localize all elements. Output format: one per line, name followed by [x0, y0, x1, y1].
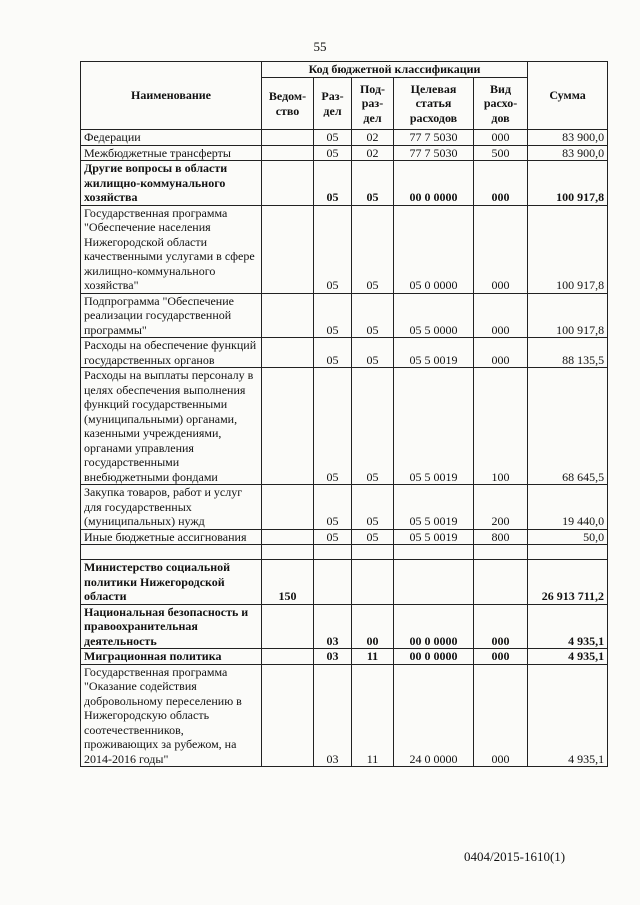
row-sum-cell: 50,0 — [528, 529, 608, 545]
row-razdel-cell — [314, 560, 352, 605]
row-vid-cell: 000 — [474, 293, 528, 338]
header-vid: Вид расхо-дов — [474, 78, 528, 130]
row-razdel-cell: 03 — [314, 649, 352, 665]
row-vedomstvo-cell — [262, 604, 314, 649]
row-podrazdel-cell: 05 — [352, 338, 394, 368]
table-row — [81, 205, 608, 293]
row-sum-cell: 4 935,1 — [528, 649, 608, 665]
row-vedomstvo-cell — [262, 130, 314, 146]
row-podrazdel-cell: 00 — [352, 604, 394, 649]
row-vedomstvo-cell — [262, 368, 314, 485]
row-podrazdel-cell: 02 — [352, 145, 394, 161]
header-name: Наименование — [81, 62, 262, 130]
row-name-cell: Национальная безопасность и правоохранительная деятельность — [81, 604, 262, 649]
row-name-cell: Подпрограмма "Обеспечение реализации государственной программы" — [81, 293, 262, 338]
row-vid-cell — [474, 545, 528, 560]
row-razdel-cell: 03 — [314, 604, 352, 649]
row-sum-cell — [528, 545, 608, 560]
row-target-cell: 77 7 5030 — [394, 145, 474, 161]
row-vid-cell: 000 — [474, 664, 528, 767]
row-vedomstvo-cell — [262, 485, 314, 530]
row-razdel-cell: 05 — [314, 338, 352, 368]
row-vedomstvo-cell — [262, 205, 314, 293]
row-vid-cell: 500 — [474, 145, 528, 161]
row-vedomstvo-cell — [262, 293, 314, 338]
row-vedomstvo-cell — [262, 145, 314, 161]
row-name-cell: Федерации — [81, 130, 262, 146]
table-row — [81, 529, 608, 545]
row-name-cell: Закупка товаров, работ и услуг для государственных (муниципальных) нужд — [81, 485, 262, 530]
row-name-cell: Государственная программа "Обеспечение населения Нижегородской области качественными услугами в сфере жилищно-коммунального хозяйства" — [81, 205, 262, 293]
row-name-cell — [81, 545, 262, 560]
row-sum-cell: 4 935,1 — [528, 664, 608, 767]
row-vid-cell: 000 — [474, 130, 528, 146]
row-vedomstvo-cell — [262, 545, 314, 560]
header-code-group: Код бюджетной классификации — [262, 62, 528, 78]
row-target-cell: 05 5 0000 — [394, 293, 474, 338]
row-podrazdel-cell: 05 — [352, 368, 394, 485]
row-vid-cell: 800 — [474, 529, 528, 545]
table-row — [81, 545, 608, 560]
row-name-cell: Другие вопросы в области жилищно-коммунального хозяйства — [81, 161, 262, 206]
row-razdel-cell: 03 — [314, 664, 352, 767]
row-sum-cell: 68 645,5 — [528, 368, 608, 485]
row-podrazdel-cell: 05 — [352, 293, 394, 338]
row-podrazdel-cell — [352, 545, 394, 560]
row-target-cell: 05 5 0019 — [394, 485, 474, 530]
table-row — [81, 338, 608, 368]
row-target-cell: 05 5 0019 — [394, 338, 474, 368]
row-vedomstvo-cell — [262, 529, 314, 545]
row-vid-cell: 000 — [474, 161, 528, 206]
row-razdel-cell: 05 — [314, 529, 352, 545]
row-name-cell: Межбюджетные трансферты — [81, 145, 262, 161]
row-name-cell: Государственная программа "Оказание содействия добровольному переселению в Нижегородскую область соотечественников, проживающих за рубежом, на 2014-2016 годы" — [81, 664, 262, 767]
table-row — [81, 368, 608, 485]
row-vid-cell: 000 — [474, 604, 528, 649]
row-sum-cell: 100 917,8 — [528, 205, 608, 293]
table-row — [81, 649, 608, 665]
row-target-cell — [394, 560, 474, 605]
row-podrazdel-cell: 05 — [352, 205, 394, 293]
row-razdel-cell: 05 — [314, 293, 352, 338]
table-header — [81, 62, 608, 130]
header-vedomstvo: Ведом-ство — [262, 78, 314, 130]
row-name-cell: Расходы на выплаты персоналу в целях обеспечения выполнения функций государственными (муниципальными) органами, казенными учреждениями, органами управления государственными внебюджетными фондами — [81, 368, 262, 485]
row-vedomstvo-cell — [262, 664, 314, 767]
row-razdel-cell: 05 — [314, 161, 352, 206]
row-target-cell: 05 5 0019 — [394, 368, 474, 485]
row-vid-cell: 100 — [474, 368, 528, 485]
row-vedomstvo-cell — [262, 161, 314, 206]
table-row — [81, 130, 608, 146]
table-row — [81, 145, 608, 161]
row-target-cell: 24 0 0000 — [394, 664, 474, 767]
row-vid-cell: 000 — [474, 649, 528, 665]
table-row — [81, 161, 608, 206]
row-razdel-cell: 05 — [314, 205, 352, 293]
row-name-cell: Расходы на обеспечение функций государственных органов — [81, 338, 262, 368]
page-number: 55 — [313, 39, 327, 54]
row-razdel-cell: 05 — [314, 485, 352, 530]
header-razdel: Раз-дел — [314, 78, 352, 130]
row-target-cell: 05 5 0019 — [394, 529, 474, 545]
row-sum-cell: 83 900,0 — [528, 145, 608, 161]
row-target-cell: 05 0 0000 — [394, 205, 474, 293]
row-target-cell: 00 0 0000 — [394, 161, 474, 206]
row-name-cell: Иные бюджетные ассигнования — [81, 529, 262, 545]
header-sum: Сумма — [528, 62, 608, 130]
row-podrazdel-cell: 05 — [352, 485, 394, 530]
row-podrazdel-cell: 05 — [352, 161, 394, 206]
table-row — [81, 664, 608, 767]
row-vid-cell: 200 — [474, 485, 528, 530]
row-sum-cell: 88 135,5 — [528, 338, 608, 368]
table-row — [81, 604, 608, 649]
table-row — [81, 293, 608, 338]
row-name-cell: Министерство социальной политики Нижегородской области — [81, 560, 262, 605]
row-vid-cell — [474, 560, 528, 605]
row-razdel-cell — [314, 545, 352, 560]
row-name-cell: Миграционная политика — [81, 649, 262, 665]
row-podrazdel-cell — [352, 560, 394, 605]
table-row — [81, 485, 608, 530]
row-vedomstvo-cell — [262, 338, 314, 368]
row-podrazdel-cell: 05 — [352, 529, 394, 545]
header-podrazdel: Под-раз-дел — [352, 78, 394, 130]
row-razdel-cell: 05 — [314, 368, 352, 485]
row-podrazdel-cell: 02 — [352, 130, 394, 146]
row-sum-cell: 19 440,0 — [528, 485, 608, 530]
row-sum-cell: 100 917,8 — [528, 161, 608, 206]
budget-table — [80, 61, 608, 767]
row-razdel-cell: 05 — [314, 130, 352, 146]
row-vedomstvo-cell — [262, 649, 314, 665]
header-target: Целевая статья расходов — [394, 78, 474, 130]
row-target-cell: 77 7 5030 — [394, 130, 474, 146]
table-body — [81, 130, 608, 767]
row-vid-cell: 000 — [474, 338, 528, 368]
row-podrazdel-cell: 11 — [352, 664, 394, 767]
row-sum-cell: 100 917,8 — [528, 293, 608, 338]
row-razdel-cell: 05 — [314, 145, 352, 161]
row-podrazdel-cell: 11 — [352, 649, 394, 665]
table-row — [81, 560, 608, 605]
row-target-cell: 00 0 0000 — [394, 604, 474, 649]
row-target-cell — [394, 545, 474, 560]
row-sum-cell: 4 935,1 — [528, 604, 608, 649]
row-vedomstvo-cell: 150 — [262, 560, 314, 605]
row-vid-cell: 000 — [474, 205, 528, 293]
row-target-cell: 00 0 0000 — [394, 649, 474, 665]
footer-code: 0404/2015-1610(1) — [464, 849, 566, 864]
row-sum-cell: 83 900,0 — [528, 130, 608, 146]
row-sum-cell: 26 913 711,2 — [528, 560, 608, 605]
